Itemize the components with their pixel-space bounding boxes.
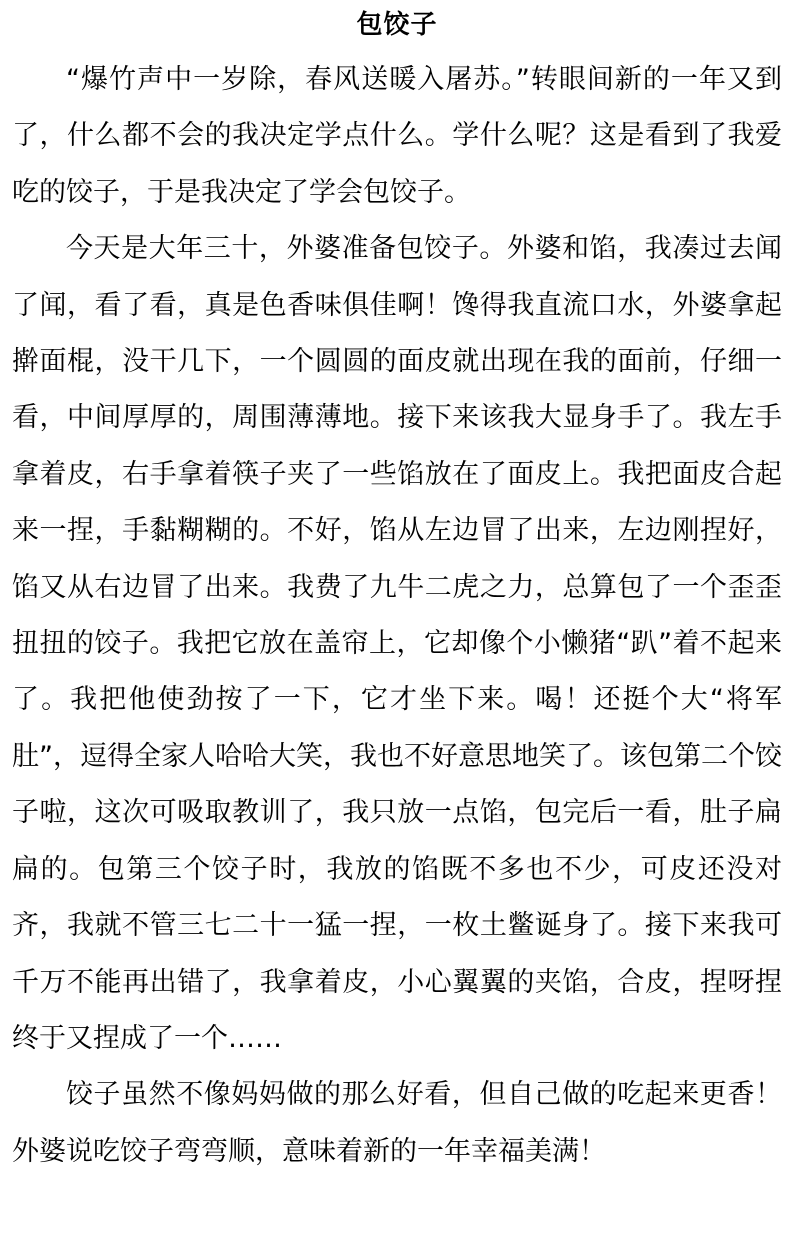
- paragraph-conclusion: 饺子虽然不像妈妈做的那么好看，但自己做的吃起来更香！外婆说吃饺子弯弯顺，意味着新的一年幸福美满！: [12, 1079, 782, 1167]
- paragraph-intro: “爆竹声中一岁除，春风送暖入屠苏。”转眼间新的一年又到了，什么都不会的我决定学点什么。学什么呢？这是看到了我爱吃的饺子，于是我决定了学会包饺子。: [12, 64, 782, 208]
- document: [12, 0, 782, 1180]
- paragraph-body: 今天是大年三十，外婆准备包饺子。外婆和馅，我凑过去闻了闻，看了看，真是色香味俱佳啊！馋得我直流口水，外婆拿起擀面棍，没干几下，一个圆圆的面皮就出现在我的面前，仔细一看，中间厚厚的，周围薄薄地。接下来该我大显身手了。我左手拿着皮，右手拿着筷子夹了一些馅放在了面皮上。我把面皮合起来一捏，手黏糊糊的。不好，馅从左边冒了出来，左边刚捏好，馅又从右边冒了出来。我费了九牛二虎之力，总算包了一个歪歪扭扭的饺子。我把它放在盖帘上，它却像个小懒猪“趴”着不起来了。我把他使劲按了一下，它才坐下来。喝！还挺个大“将军肚”，逗得全家人哈哈大笑，我也不好意思地笑了。该包第二个饺子啦，这次可吸取教训了，我只放一点馅，包完后一看，肚子扁扁的。包第三个饺子时，我放的馅既不多也不少，可皮还没对齐，我就不管三七二十一猛一捏，一枚土鳖诞身了。接下来我可千万不能再出错了，我拿着皮，小心翼翼的夹馅，合皮，捏呀捏终于又捏成了一个……: [12, 233, 782, 1054]
- document-title: 包饺子: [356, 10, 438, 40]
